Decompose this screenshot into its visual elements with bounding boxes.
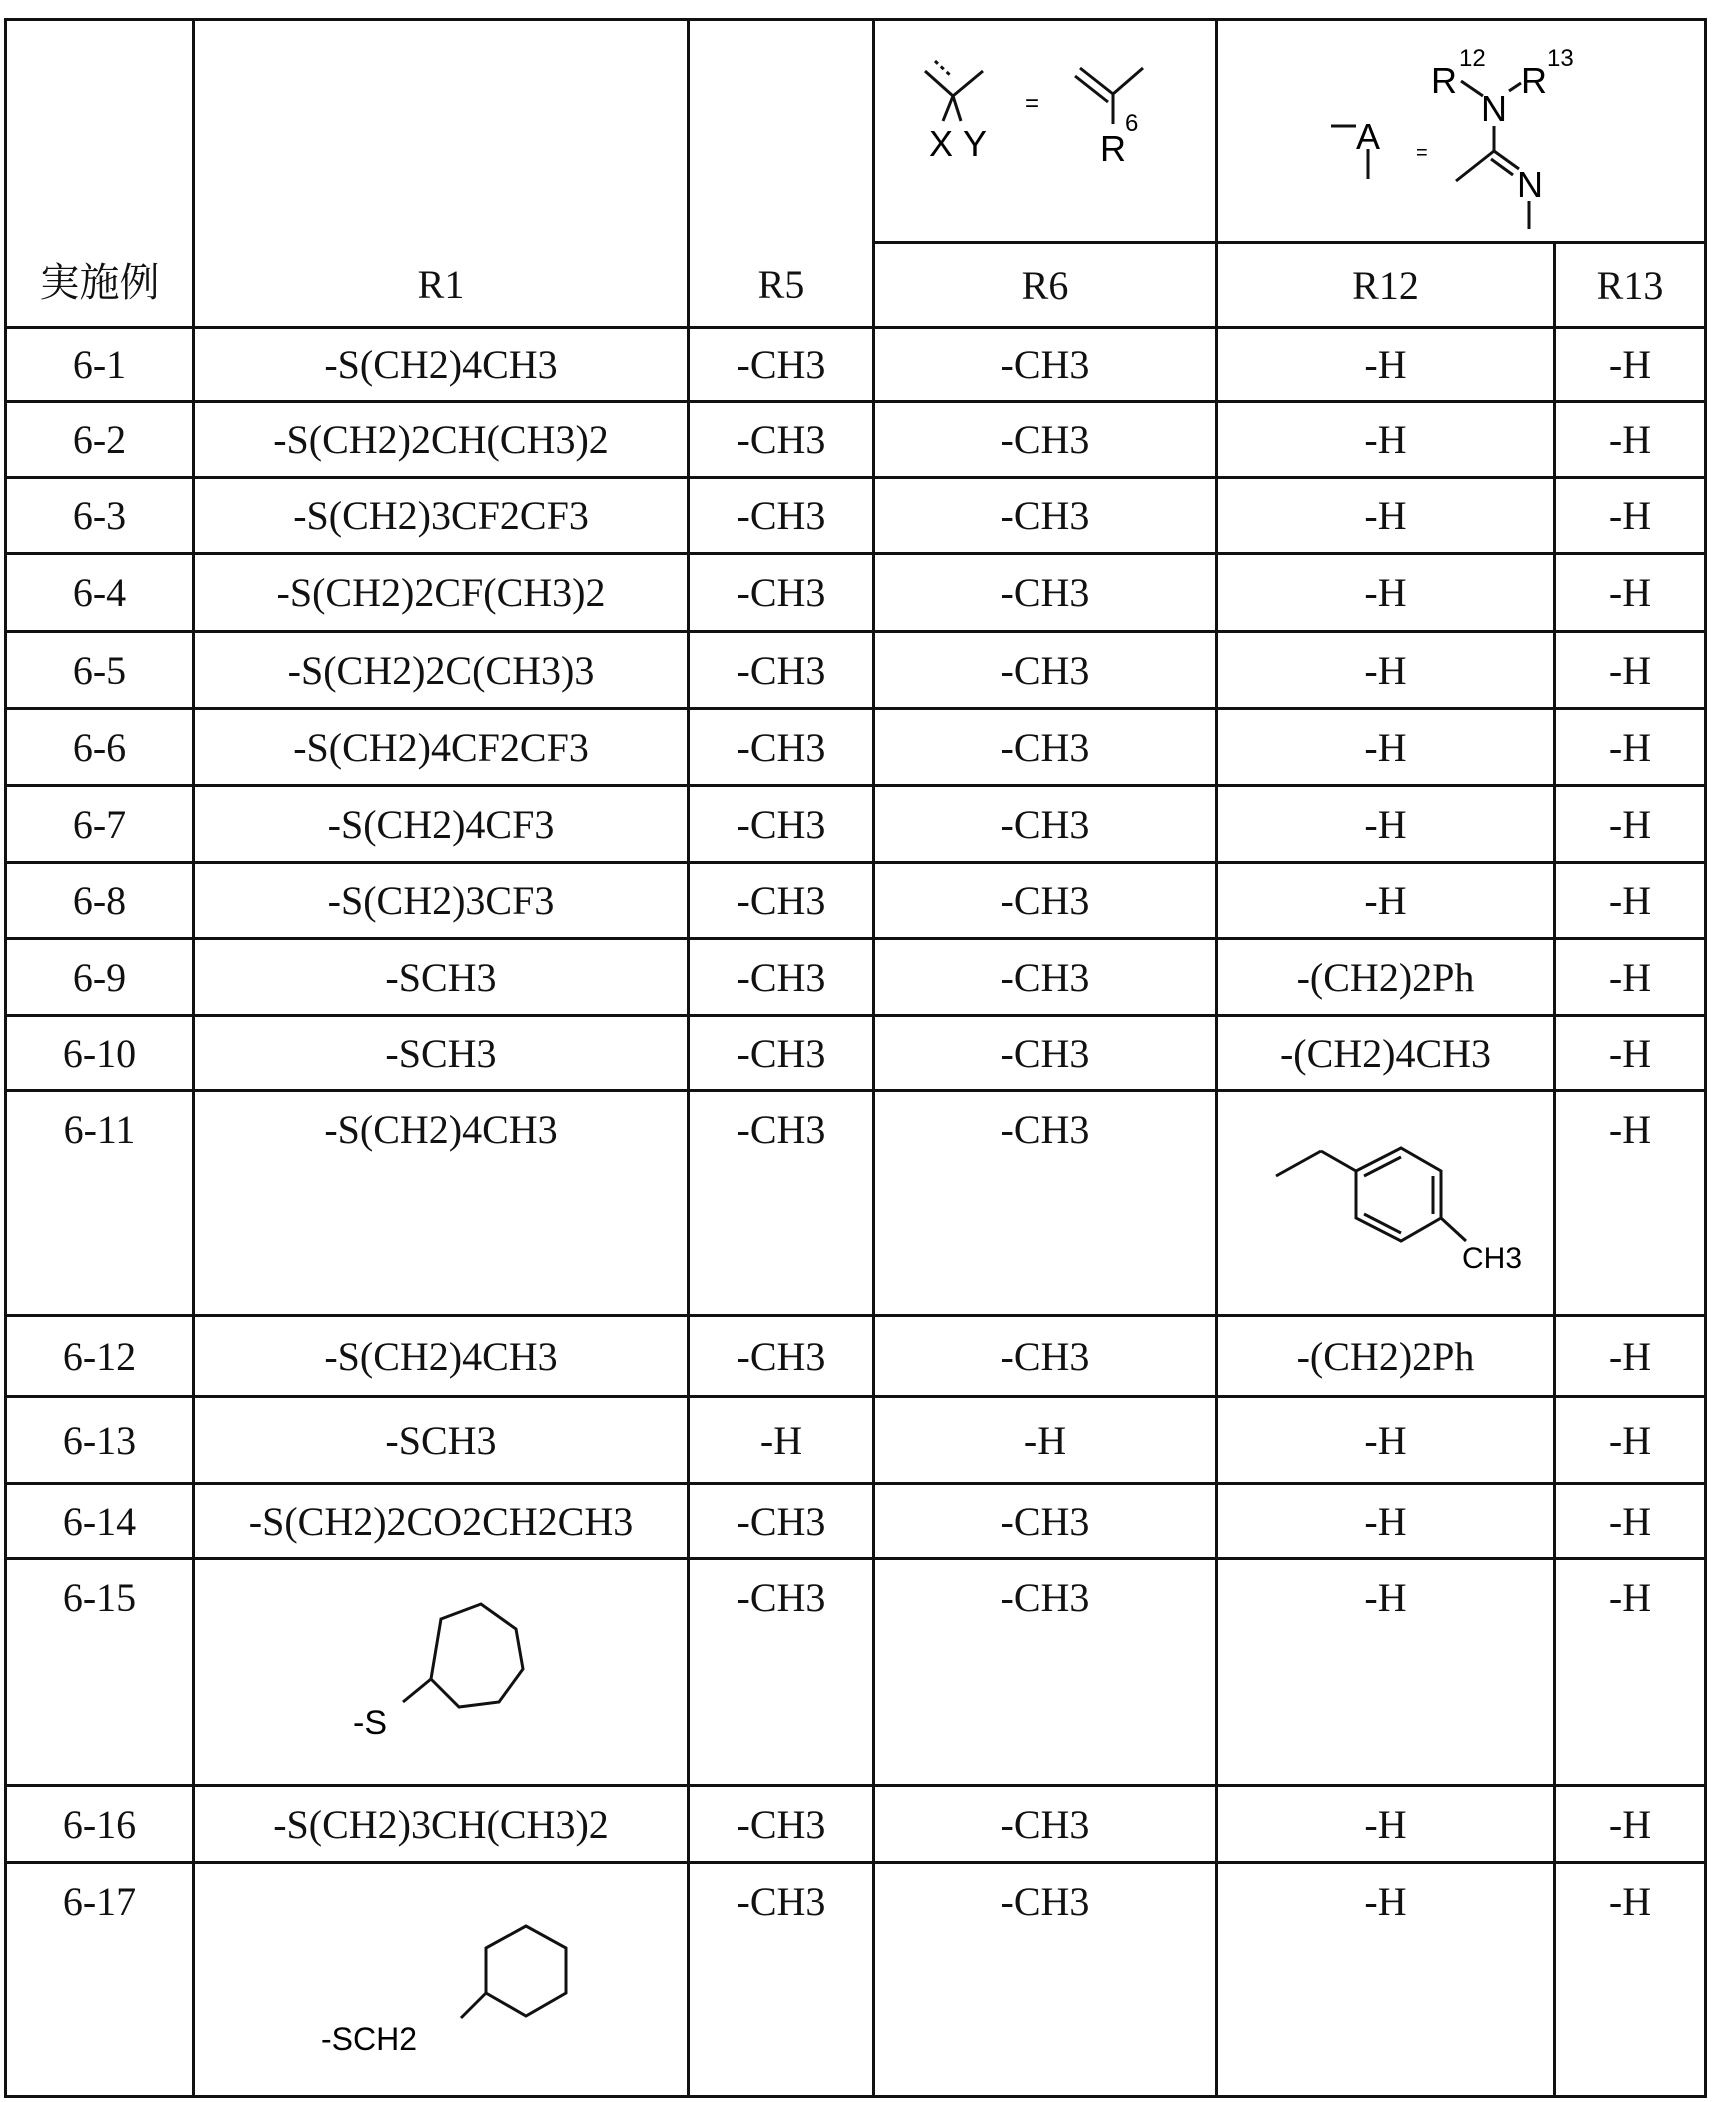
- example-id: 6-5: [6, 632, 194, 709]
- example-id: 6-16: [6, 1786, 194, 1863]
- r12-cell: [1217, 1863, 1555, 2097]
- table-row: [6, 1484, 1706, 1559]
- r12-cell: [1217, 1786, 1555, 1863]
- example-id: 6-1: [6, 328, 194, 402]
- r12-value: -H: [1364, 648, 1406, 693]
- example-id: 6-13: [6, 1397, 194, 1484]
- header-r13: R13: [1555, 243, 1706, 328]
- header-r6: R6: [874, 243, 1217, 328]
- table-row: [6, 632, 1706, 709]
- r12-value: -H: [1364, 570, 1406, 615]
- r13-label: R: [1521, 60, 1547, 101]
- r-superscript: 6: [1125, 110, 1138, 137]
- r1-cell: [194, 1016, 689, 1091]
- equals-sign-2: =: [1416, 142, 1428, 164]
- r1-value: -S(CH2)3CF2CF3: [293, 493, 589, 538]
- r1-value: -S(CH2)4CH3: [324, 1107, 557, 1152]
- r1-cell: [194, 1484, 689, 1559]
- example-id: 6-4: [6, 554, 194, 632]
- r5-cell: -CH3: [689, 1316, 874, 1397]
- r12-value: -H: [1364, 1499, 1406, 1544]
- equals-sign: =: [1025, 90, 1039, 117]
- r12-cell: [1217, 863, 1555, 939]
- r13-cell: -H: [1555, 1786, 1706, 1863]
- r6-cell: -CH3: [874, 786, 1217, 863]
- table-row: [6, 402, 1706, 478]
- r1-cell: [194, 1863, 689, 2097]
- r1-value: -SCH3: [385, 1418, 496, 1463]
- r5-cell: -CH3: [689, 554, 874, 632]
- r13-cell: -H: [1555, 1091, 1706, 1316]
- r13-cell: -H: [1555, 402, 1706, 478]
- r6-cell: -CH3: [874, 554, 1217, 632]
- r5-cell: -CH3: [689, 1559, 874, 1786]
- r1-cell: [194, 863, 689, 939]
- table-row: [6, 1863, 1706, 2097]
- table-row: [6, 1091, 1706, 1316]
- r5-cell: -CH3: [689, 328, 874, 402]
- r13-cell: -H: [1555, 709, 1706, 786]
- table-row: [6, 554, 1706, 632]
- r1-value: -S(CH2)2CO2CH2CH3: [249, 1499, 633, 1544]
- r1-cell: [194, 1786, 689, 1863]
- header-r5: R5: [689, 20, 874, 328]
- r12-value: CH3: [1462, 1242, 1522, 1275]
- header-r12: R12: [1217, 243, 1555, 328]
- r12-cell: [1217, 1484, 1555, 1559]
- r13-cell: -H: [1555, 1484, 1706, 1559]
- r12-cell: [1217, 632, 1555, 709]
- r6-cell: -CH3: [874, 709, 1217, 786]
- r12-cell: [1217, 402, 1555, 478]
- r12-value: -H: [1364, 1418, 1406, 1463]
- r1-value: -S(CH2)4CH3: [324, 342, 557, 387]
- y-label: Y: [963, 123, 987, 164]
- r13-cell: -H: [1555, 863, 1706, 939]
- r1-value: -S(CH2)4CH3: [324, 1334, 557, 1379]
- r6-cell: -CH3: [874, 632, 1217, 709]
- table-row: [6, 1316, 1706, 1397]
- r5-cell: -H: [689, 1397, 874, 1484]
- r12-value: -H: [1364, 725, 1406, 770]
- example-id: 6-14: [6, 1484, 194, 1559]
- r6-cell: -CH3: [874, 1316, 1217, 1397]
- r12-value: -(CH2)4CH3: [1280, 1031, 1491, 1076]
- r6-cell: -CH3: [874, 402, 1217, 478]
- r13-cell: -H: [1555, 478, 1706, 554]
- r12-cell: [1217, 1397, 1555, 1484]
- r13-superscript: 13: [1547, 45, 1574, 72]
- r1-value: -S(CH2)3CF3: [328, 878, 555, 923]
- r1-cell: [194, 1559, 689, 1786]
- r13-cell: -H: [1555, 1559, 1706, 1786]
- r12-value: -H: [1364, 1802, 1406, 1847]
- r1-value: -S(CH2)2C(CH3)3: [288, 648, 595, 693]
- example-id: 6-12: [6, 1316, 194, 1397]
- r6-cell: -CH3: [874, 1016, 1217, 1091]
- r13-cell: -H: [1555, 554, 1706, 632]
- r13-cell: -H: [1555, 1316, 1706, 1397]
- methylbenzyl-structure: [1236, 1106, 1536, 1286]
- r5-cell: -CH3: [689, 1786, 874, 1863]
- r12-value: -H: [1364, 1879, 1406, 1924]
- table-row: [6, 863, 1706, 939]
- r1-value: -S(CH2)4CF3: [328, 802, 555, 847]
- example-id: 6-7: [6, 786, 194, 863]
- example-id: 6-10: [6, 1016, 194, 1091]
- compound-table: [4, 18, 1707, 2098]
- r12-cell: [1217, 709, 1555, 786]
- table-row: [6, 786, 1706, 863]
- table-row: [6, 709, 1706, 786]
- r5-cell: -CH3: [689, 632, 874, 709]
- r12-cell: [1217, 554, 1555, 632]
- r12-value: -(CH2)2Ph: [1297, 955, 1475, 1000]
- r12-cell: [1217, 1316, 1555, 1397]
- example-id: 6-8: [6, 863, 194, 939]
- r1-cell: [194, 1397, 689, 1484]
- r5-cell: -CH3: [689, 786, 874, 863]
- r5-cell: -CH3: [689, 1016, 874, 1091]
- n-label-bottom: N: [1517, 164, 1543, 205]
- table-row: [6, 1786, 1706, 1863]
- r12-value: -H: [1364, 417, 1406, 462]
- r6-cell: -CH3: [874, 1786, 1217, 1863]
- r12-cell: [1217, 1559, 1555, 1786]
- r1-value: -S(CH2)2CH(CH3)2: [273, 417, 609, 462]
- r5-cell: -CH3: [689, 478, 874, 554]
- r12-value: -H: [1364, 342, 1406, 387]
- example-id: 6-17: [6, 1863, 194, 2097]
- r6-cell: -CH3: [874, 863, 1217, 939]
- r5-cell: -CH3: [689, 1091, 874, 1316]
- n-label-top: N: [1481, 88, 1507, 129]
- cycloheptylthio-structure: [331, 1574, 551, 1764]
- example-id: 6-6: [6, 709, 194, 786]
- r13-cell: -H: [1555, 1397, 1706, 1484]
- table-row: [6, 1016, 1706, 1091]
- header-structure-amidine: [1217, 20, 1706, 243]
- header-example: 実施例: [6, 20, 194, 328]
- r6-cell: -H: [874, 1397, 1217, 1484]
- table-row: [6, 328, 1706, 402]
- table-row: [6, 939, 1706, 1016]
- table-row: [6, 1397, 1706, 1484]
- r13-cell: -H: [1555, 1863, 1706, 2097]
- r12-cell: [1217, 786, 1555, 863]
- example-id: 6-2: [6, 402, 194, 478]
- r12-cell: [1217, 1091, 1555, 1316]
- r13-cell: -H: [1555, 786, 1706, 863]
- a-label: A: [1356, 116, 1380, 157]
- header-r1: R1: [194, 20, 689, 328]
- example-id: 6-11: [6, 1091, 194, 1316]
- r6-cell: -CH3: [874, 328, 1217, 402]
- r6-cell: -CH3: [874, 1863, 1217, 2097]
- r1-cell: [194, 632, 689, 709]
- r6-cell: -CH3: [874, 1559, 1217, 1786]
- r5-cell: -CH3: [689, 863, 874, 939]
- amidine-structure-diagram: [1221, 21, 1701, 231]
- r1-cell: [194, 328, 689, 402]
- r1-value: -SCH3: [385, 955, 496, 1000]
- r12-cell: [1217, 1016, 1555, 1091]
- r-label: R: [1100, 128, 1126, 169]
- example-id: 6-3: [6, 478, 194, 554]
- r1-value: -S: [353, 1704, 387, 1742]
- r1-value: -S(CH2)3CH(CH3)2: [273, 1802, 609, 1847]
- r5-cell: -CH3: [689, 709, 874, 786]
- r1-cell: [194, 402, 689, 478]
- r12-superscript: 12: [1459, 45, 1486, 72]
- r1-cell: [194, 939, 689, 1016]
- r12-cell: [1217, 478, 1555, 554]
- r1-value: -SCH2: [321, 2021, 417, 2057]
- r12-value: -H: [1364, 878, 1406, 923]
- table-row: [6, 478, 1706, 554]
- alkene-structure-diagram: [895, 26, 1195, 226]
- r6-cell: -CH3: [874, 1091, 1217, 1316]
- example-id: 6-15: [6, 1559, 194, 1786]
- r1-cell: [194, 1091, 689, 1316]
- r12-cell: [1217, 328, 1555, 402]
- r5-cell: -CH3: [689, 402, 874, 478]
- r1-cell: [194, 554, 689, 632]
- r6-cell: -CH3: [874, 939, 1217, 1016]
- r1-cell: [194, 478, 689, 554]
- r1-cell: [194, 709, 689, 786]
- header-structure-xy: [874, 20, 1217, 243]
- r1-cell: [194, 786, 689, 863]
- r12-label: R: [1431, 60, 1457, 101]
- r1-cell: [194, 1316, 689, 1397]
- r12-value: -H: [1364, 802, 1406, 847]
- r1-value: -SCH3: [385, 1031, 496, 1076]
- r13-cell: -H: [1555, 1016, 1706, 1091]
- cyclohexylmethylthio-structure: [311, 1878, 571, 2078]
- r13-cell: -H: [1555, 328, 1706, 402]
- r12-value: -H: [1364, 493, 1406, 538]
- r13-cell: -H: [1555, 939, 1706, 1016]
- example-id: 6-9: [6, 939, 194, 1016]
- r12-cell: [1217, 939, 1555, 1016]
- x-label: X: [929, 123, 953, 164]
- r5-cell: -CH3: [689, 1863, 874, 2097]
- table-row: [6, 1559, 1706, 1786]
- r12-value: -(CH2)2Ph: [1297, 1334, 1475, 1379]
- r13-cell: -H: [1555, 632, 1706, 709]
- r5-cell: -CH3: [689, 939, 874, 1016]
- r12-value: -H: [1364, 1575, 1406, 1620]
- r5-cell: -CH3: [689, 1484, 874, 1559]
- r6-cell: -CH3: [874, 478, 1217, 554]
- r6-cell: -CH3: [874, 1484, 1217, 1559]
- r1-value: -S(CH2)4CF2CF3: [293, 725, 589, 770]
- r1-value: -S(CH2)2CF(CH3)2: [277, 570, 606, 615]
